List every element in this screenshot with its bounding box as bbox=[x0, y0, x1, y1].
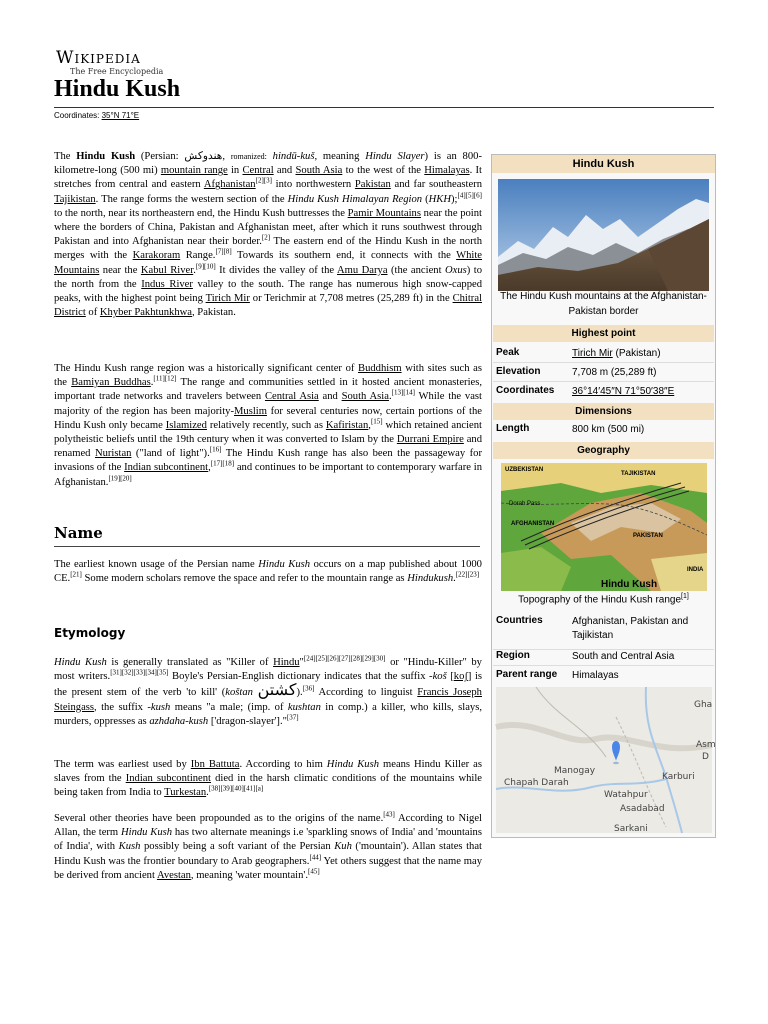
link-durrani-empire[interactable]: Durrani Empire bbox=[396, 434, 464, 446]
coordinates-line: Coordinates: 35°N 71°E bbox=[54, 111, 140, 120]
photo-caption: The Hindu Kush mountains at the Afghanistan-Pakistan border bbox=[500, 291, 707, 317]
link-khyber-pakhtunkhwa[interactable]: Khyber Pakhtunkhwa bbox=[99, 307, 192, 319]
link-central-asia[interactable]: Central Asia bbox=[264, 391, 319, 403]
link-kabul-river[interactable]: Kabul River bbox=[140, 264, 194, 276]
svg-text:Dorah Pass: Dorah Pass bbox=[509, 501, 541, 507]
topography-caption: Topography of the Hindu Kush range[1] bbox=[518, 593, 689, 606]
wikipedia-logo[interactable] bbox=[56, 48, 176, 76]
svg-text:D: D bbox=[702, 752, 709, 762]
etymology-paragraph-2: The term was earliest used by Ibn Battuta. According to him Hindu Kush means Hindu Killer as slaves from the Indian subcontinent died in the harsh climatic conditions of the mountains while being taken from India to Turkestan.[38][39][40][41][a] bbox=[54, 759, 482, 799]
link-south-asia-2[interactable]: South Asia bbox=[341, 391, 389, 403]
link-islamized[interactable]: Islamized bbox=[165, 419, 207, 431]
link-nuristan[interactable]: Nuristan bbox=[94, 448, 132, 460]
locator-map[interactable] bbox=[496, 687, 716, 834]
link-indian-subcontinent-2[interactable]: Indian subcontinent bbox=[125, 773, 211, 785]
svg-text:Watahpur: Watahpur bbox=[604, 790, 648, 800]
svg-text:AFGHANISTAN: AFGHANISTAN bbox=[511, 521, 555, 527]
svg-text:Asadabad: Asadabad bbox=[620, 804, 665, 814]
link-mountain-range[interactable]: mountain range bbox=[160, 165, 228, 177]
link-peak-coordinates[interactable]: 36°14′45″N 71°50′38″E bbox=[572, 386, 675, 397]
svg-text:Sarkani: Sarkani bbox=[614, 824, 648, 834]
svg-text:Asm: Asm bbox=[696, 740, 716, 750]
coordinates-label: Coordinates bbox=[54, 111, 98, 120]
link-muslim[interactable]: Muslim bbox=[233, 405, 267, 417]
section-divider bbox=[54, 546, 480, 547]
link-bamiyan-buddhas[interactable]: Bamiyan Buddhas bbox=[71, 377, 151, 389]
link-afghanistan[interactable]: Afghanistan bbox=[203, 179, 256, 191]
link-kafiristan[interactable]: Kafiristan bbox=[325, 419, 369, 431]
link-pamir-mountains[interactable]: Pamir Mountains bbox=[347, 207, 421, 219]
infobox-heading-dimensions: Dimensions bbox=[493, 403, 714, 420]
link-himalayas[interactable]: Himalayas bbox=[424, 165, 470, 177]
etymology-paragraph-3: Several other theories have been propounded as to the origins of the name.[43] According to Nigel Allan, the term Hindu Kush has two alternate meanings i.e 'sparkling snows of India' and 'mountains of India', with Kush possibly being a soft variant of the Persian Kuh ('mountain'). Allan states that Hindu Kush was the frontier boundary to Arab geographers.[44] Yet others suggest that the name may be derived from ancient Avestan, meaning 'water mountain'.[45] bbox=[54, 810, 482, 881]
logo-tagline: The Free Encyclopedia bbox=[70, 67, 164, 76]
link-turkestan[interactable]: Turkestan bbox=[164, 787, 207, 799]
link-hindu[interactable]: Hindu bbox=[273, 657, 300, 668]
svg-text:Hindu Kush: Hindu Kush bbox=[601, 579, 658, 590]
link-indus-river[interactable]: Indus River bbox=[141, 278, 193, 290]
svg-text:UZBEKISTAN: UZBEKISTAN bbox=[505, 467, 544, 473]
infobox: Hindu Kush The Hindu Kush mountains at the Afghanistan-Pakistan border Highest point Peak Tirich Mir (Pakistan) Elevation 7,708 m (25,289 ft) Coordinates 36°14′45″N 71°50′38″E Dimensions Length 800 km (500 mi) Geography UZBEKISTAN TAJIKISTAN Dorah Pass AFGHANISTAN PAKISTAN Hindu Kush INDIA Topography of the Hindu Kush range[1] Countries Afghanistan, Pakistan and Tajikistan Region South and Central Asia Parent range Himalayas Gha Asm D Manogay Chapah Darah Karburi Watahpur Asadabad Sarkani bbox=[491, 154, 716, 838]
svg-text:PAKISTAN: PAKISTAN bbox=[633, 533, 663, 539]
link-karakoram[interactable]: Karakoram bbox=[132, 250, 181, 262]
link-ibn-battuta[interactable]: Ibn Battuta bbox=[190, 759, 240, 770]
svg-text:Manogay: Manogay bbox=[554, 766, 596, 776]
link-ipa-kosh[interactable]: koʃ bbox=[453, 671, 468, 683]
link-steingass[interactable]: Francis Joseph Steingass bbox=[54, 687, 482, 713]
svg-text:Karburi: Karburi bbox=[662, 772, 695, 782]
section-heading-name: Name bbox=[54, 524, 103, 542]
name-paragraph: The earliest known usage of the Persian name Hindu Kush occurs on a map published about 1000 CE.[21] Some modern scholars remove the space and refer to the mountain range as Hindukush.[22][23] bbox=[54, 559, 482, 585]
link-white-mountains[interactable]: White Mountains bbox=[54, 250, 482, 276]
etymology-paragraph-1: Hindu Kush is generally translated as "Killer of Hindu"[24][25][26][27][28][29][30] or "Hindu-Killer" by most writers.[31][32][33][34][35] Boyle's Persian-English dictionary indicates that the suffix -koš [koʃ] is the present stem of the verb 'to kill' (koštan کشتن).[36] According to linguist Francis Joseph Steingass, the suffix -kush means "a male; (imp. of kushtan in comp.) a killer, who kills, slays, murders, oppresses as azhdaha-kush ['dragon-slayer']."[37] bbox=[54, 654, 483, 727]
svg-text:Chapah Darah: Chapah Darah bbox=[504, 778, 569, 788]
infobox-heading-highest-point: Highest point bbox=[493, 325, 714, 342]
coordinates-link[interactable]: 35°N 71°E bbox=[101, 111, 140, 120]
section-heading-etymology: Etymology bbox=[54, 626, 126, 640]
intro-paragraph-1: The Hindu Kush (Persian: هندوکش, romanized: hindū-kuš, meaning Hindu Slayer) is an 800-kilometre-long (500 mi) mountain range in Central and South Asia to the west of the Himalayas. It stretches from central and eastern Afghanistan[2][3] into northwestern Pakistan and far southeastern Tajikistan. The range forms the western section of the Hindu Kush Himalayan Region (HKH);[4][5][6] to the north, near its northeastern end, the Hindu Kush buttresses the Pamir Mountains near the point where the borders of China, Pakistan and Afghanistan meet, after which it runs southwest through Pakistan and into Afghanistan near their border.[2] The eastern end of the Hindu Kush in the north merges with the Karakoram Range.[7][8] Towards its southern end, it connects with the White Mountains near the Kabul River.[9][10] It divides the valley of the Amu Darya (the ancient Oxus) to the north from the Indus River valley to the south. The range has numerous high snow-capped peaks, with the highest point being Tirich Mir or Terichmir at 7,708 metres (25,289 ft) in the Chitral District of Khyber Pakhtunkhwa, Pakistan. bbox=[54, 151, 482, 319]
link-amu-darya[interactable]: Amu Darya bbox=[337, 264, 388, 276]
link-chitral-district[interactable]: Chitral District bbox=[54, 293, 482, 319]
svg-text:TAJIKISTAN: TAJIKISTAN bbox=[621, 471, 656, 477]
infobox-title: Hindu Kush bbox=[492, 155, 715, 173]
infobox-heading-geography: Geography bbox=[493, 442, 714, 459]
link-tirich-mir-infobox[interactable]: Tirich Mir bbox=[572, 348, 613, 359]
svg-text:INDIA: INDIA bbox=[687, 567, 704, 573]
title-divider bbox=[54, 107, 714, 108]
logo-wordmark: Wikipedia bbox=[56, 48, 141, 68]
link-tirich-mir[interactable]: Tirich Mir bbox=[205, 293, 250, 305]
intro-paragraph-2: The Hindu Kush range region was a historically significant center of Buddhism with sites such as the Bamiyan Buddhas.[11][12] The range and communities settled in it hosted ancient monasteries, important trade networks and travelers between Central Asia and South Asia.[13][14] While the vast majority of the region has been majority-Muslim for several centuries now, certain portions of the Hindu Kush only became Islamized relatively recently, such as Kafiristan,[15] which retained ancient polytheistic beliefs until the 19th century when it was converted to Islam by the Durrani Empire and renamed Nuristan ("land of light").[16] The Hindu Kush range has also been the passageway for invasions of the Indian subcontinent,[17][18] and continues to be important to contemporary warfare in Afghanistan.[19][20] bbox=[54, 363, 483, 488]
link-buddhism[interactable]: Buddhism bbox=[358, 363, 402, 374]
link-indian-subcontinent[interactable]: Indian subcontinent bbox=[124, 462, 209, 474]
link-central[interactable]: Central bbox=[242, 165, 274, 177]
link-pakistan[interactable]: Pakistan bbox=[354, 179, 391, 191]
link-south-asia[interactable]: South Asia bbox=[295, 165, 343, 177]
svg-text:Gha: Gha bbox=[694, 700, 713, 710]
mountain-photo[interactable] bbox=[498, 179, 709, 291]
link-tajikistan[interactable]: Tajikistan bbox=[54, 193, 96, 205]
page-title: Hindu Kush bbox=[54, 76, 181, 102]
link-avestan[interactable]: Avestan bbox=[156, 869, 191, 881]
topography-map[interactable] bbox=[501, 463, 707, 591]
